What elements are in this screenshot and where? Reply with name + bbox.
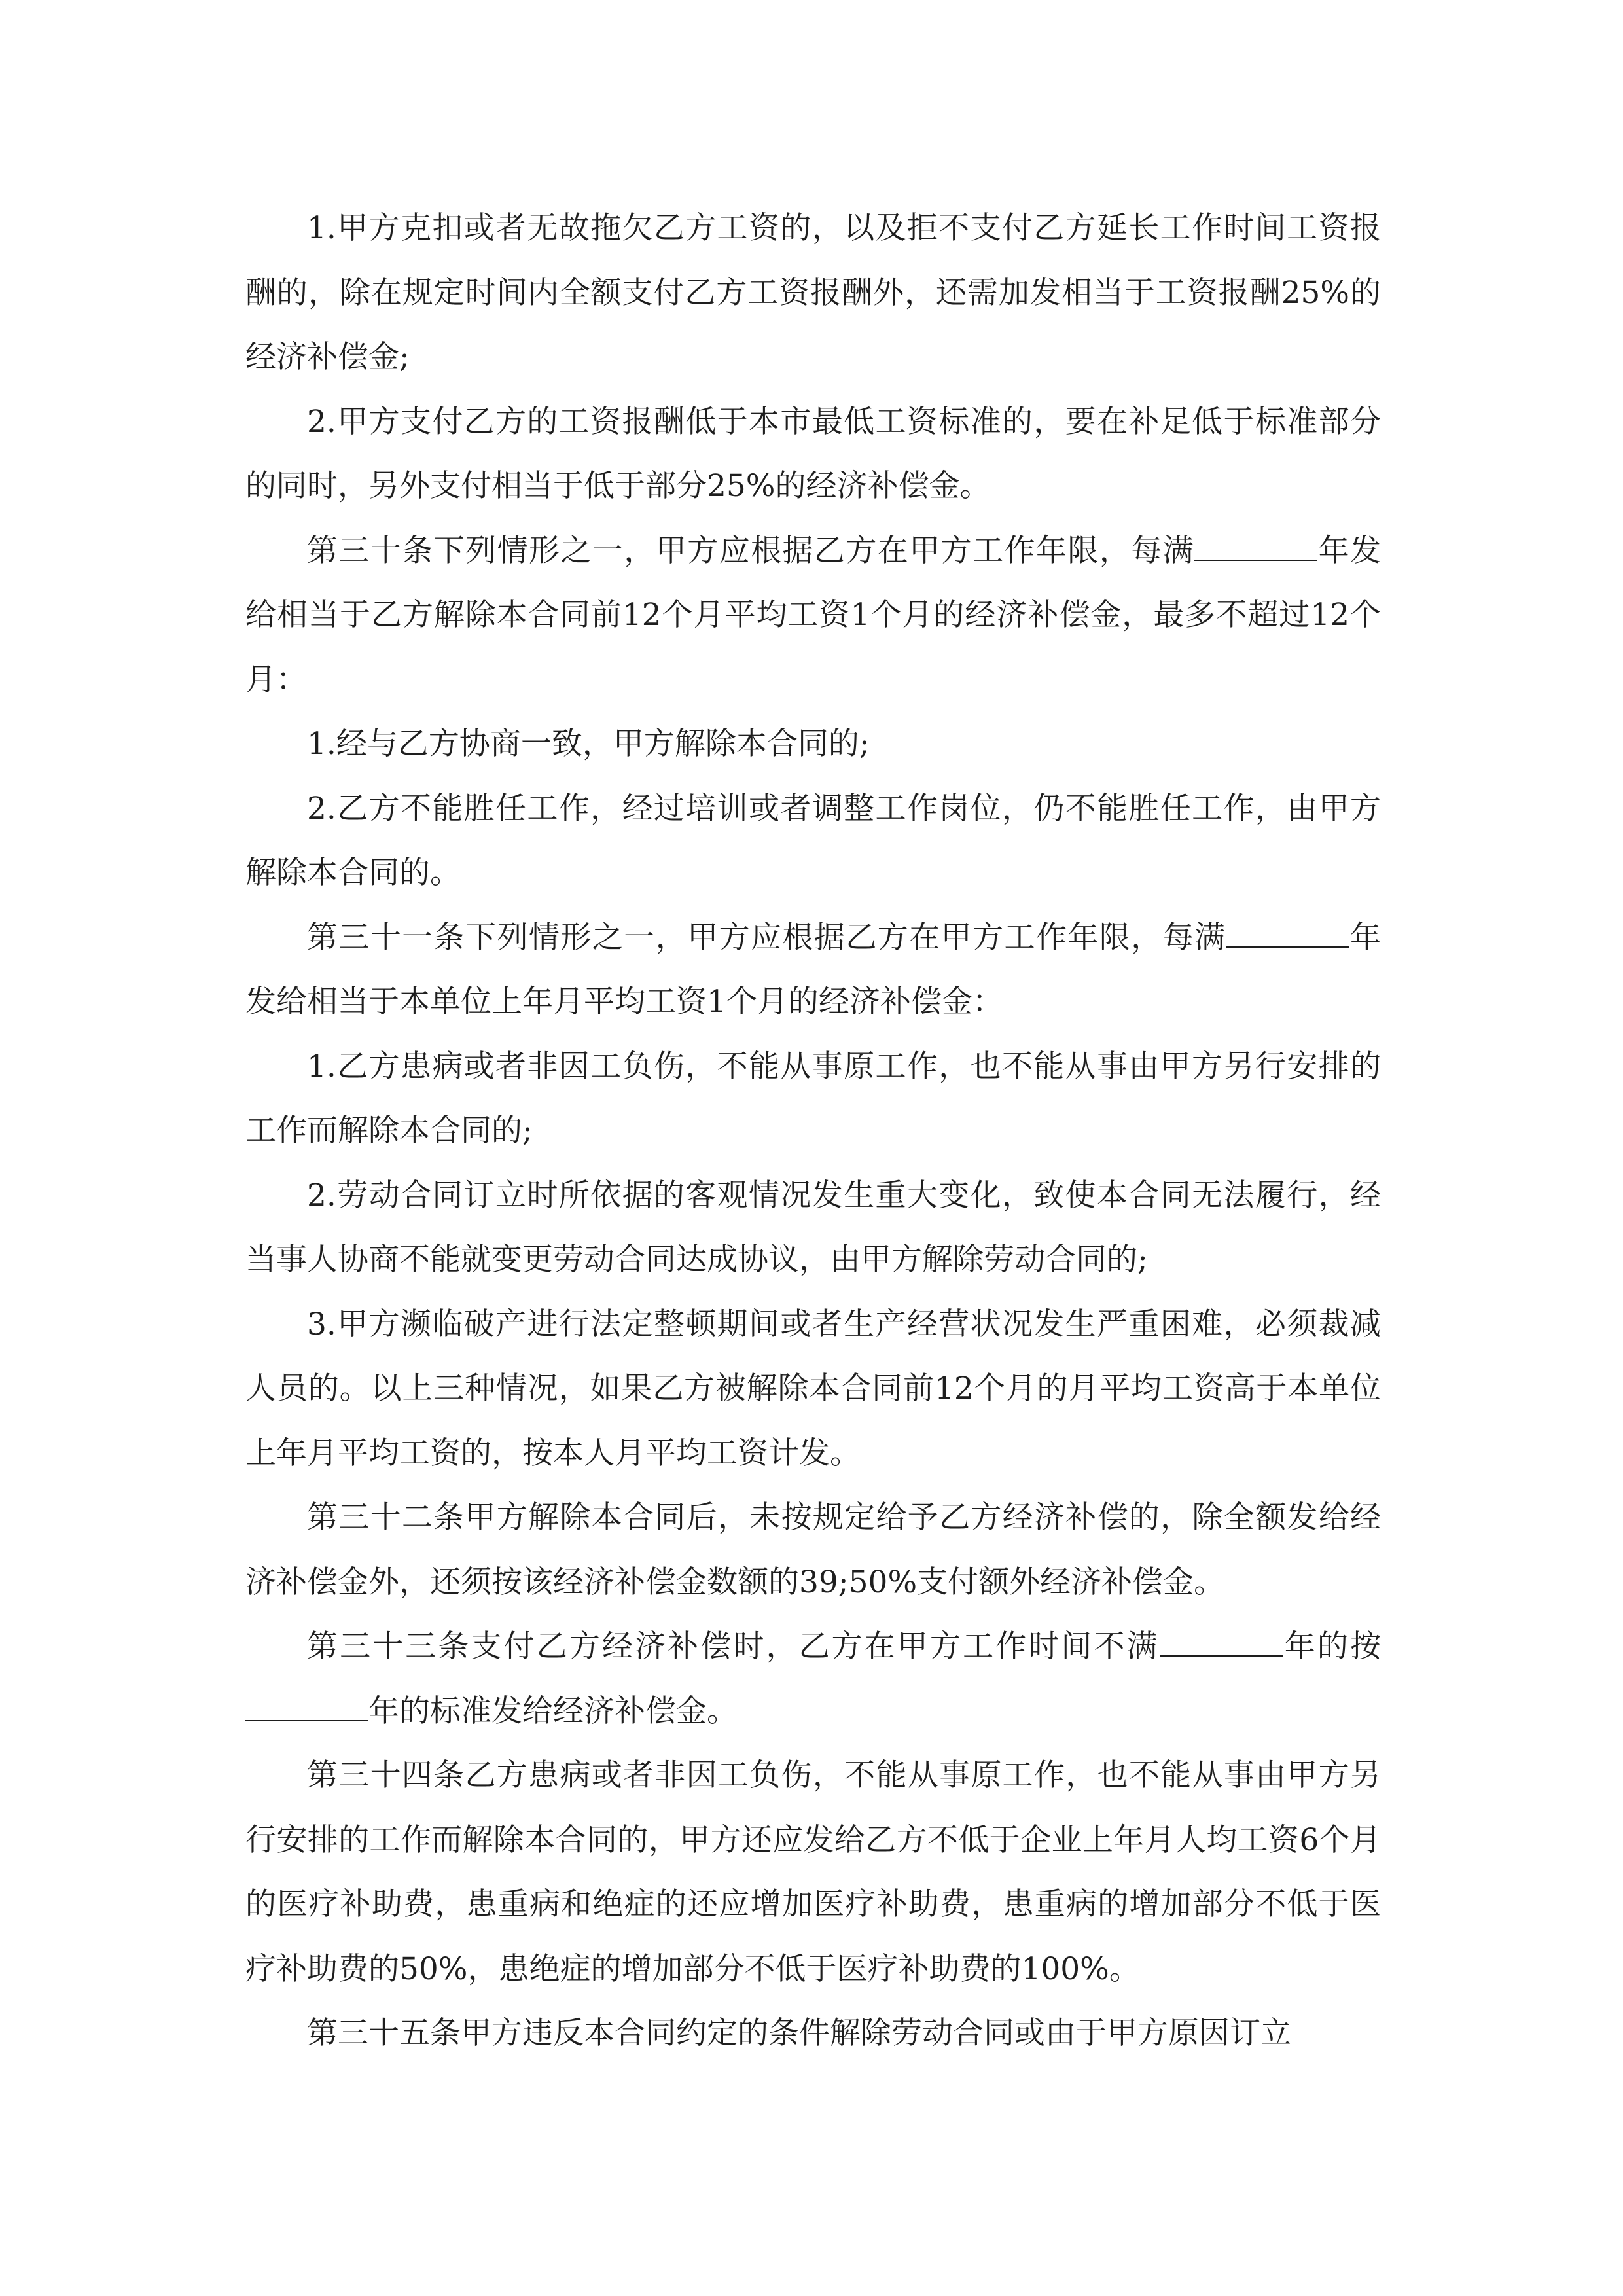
article-33-text-middle: 年的按 [1282,1628,1382,1664]
clause-paragraph: 1.经与乙方协商一致，甲方解除本合同的; [307,726,870,762]
fill-in-blank [1226,946,1349,948]
article-31-paragraph [245,906,1381,1035]
clause-paragraph: 1.甲方克扣或者无故拖欠乙方工资的，以及拒不支付乙方延长工作时间工资报酬的，除在规定时间内全额支付乙方工资报酬外，还需加发相当于工资报酬25%的经济补偿金; [245,210,1381,375]
clause-paragraph: 2.甲方支付乙方的工资报酬低于本市最低工资标准的，要在补足低于标准部分的同时，另外支付相当于低于部分25%的经济补偿金。 [245,403,1381,504]
fill-in-blank [245,1719,368,1721]
article-30-paragraph [245,519,1381,713]
article-33-paragraph [245,1615,1381,1744]
article-33-text-start: 第三十三条支付乙方经济补偿时，乙方在甲方工作时间不满 [307,1628,1160,1664]
article-35-paragraph: 第三十五条甲方违反本合同约定的条件解除劳动合同或由于甲方原因订立 [307,2015,1291,2051]
clause-paragraph: 3.甲方濒临破产进行法定整顿期间或者生产经营状况发生严重困难，必须裁减人员的。以上三种情况，如果乙方被解除本合同前12个月的月平均工资高于本单位上年月平均工资的，按本人月平均工资计发。 [245,1306,1381,1471]
fill-in-blank [1194,559,1317,561]
article-33-text-end: 年的标准发给经济补偿金。 [368,1693,738,1729]
article-31-text-end: 年发给相当于本单位上年月平均工资1个月的经济补偿金： [245,919,1382,1020]
article-30-text-start: 第三十条下列情形之一，甲方应根据乙方在甲方工作年限，每满 [307,532,1195,569]
article-31-text-start: 第三十一条下列情形之一，甲方应根据乙方在甲方工作年限，每满 [307,919,1226,956]
fill-in-blank [1160,1655,1283,1657]
clause-paragraph: 2.劳动合同订立时所依据的客观情况发生重大变化，致使本合同无法履行，经当事人协商不能就变更劳动合同达成协议，由甲方解除劳动合同的; [245,1177,1381,1278]
contract-body [245,196,1381,2066]
clause-paragraph: 2.乙方不能胜任工作，经过培训或者调整工作岗位，仍不能胜任工作，由甲方解除本合同的。 [245,790,1381,891]
article-30-text-end: 年发给相当于乙方解除本合同前12个月平均工资1个月的经济补偿金，最多不超过12个月： [245,532,1382,698]
clause-paragraph: 1.乙方患病或者非因工负伤，不能从事原工作，也不能从事由甲方另行安排的工作而解除本合同的; [245,1048,1381,1149]
article-32-paragraph: 第三十二条甲方解除本合同后，未按规定给予乙方经济补偿的，除全额发给经济补偿金外，还须按该经济补偿金数额的39;50%支付额外经济补偿金。 [245,1499,1381,1600]
article-34-paragraph: 第三十四条乙方患病或者非因工负伤，不能从事原工作，也不能从事由甲方另行安排的工作而解除本合同的，甲方还应发给乙方不低于企业上年月人均工资6个月的医疗补助费，患重病和绝症的还应增加医疗补助费，患重病的增加部分不低于医疗补助费的50%，患绝症的增加部分不低于医疗补助费的100%。 [245,1757,1381,1987]
